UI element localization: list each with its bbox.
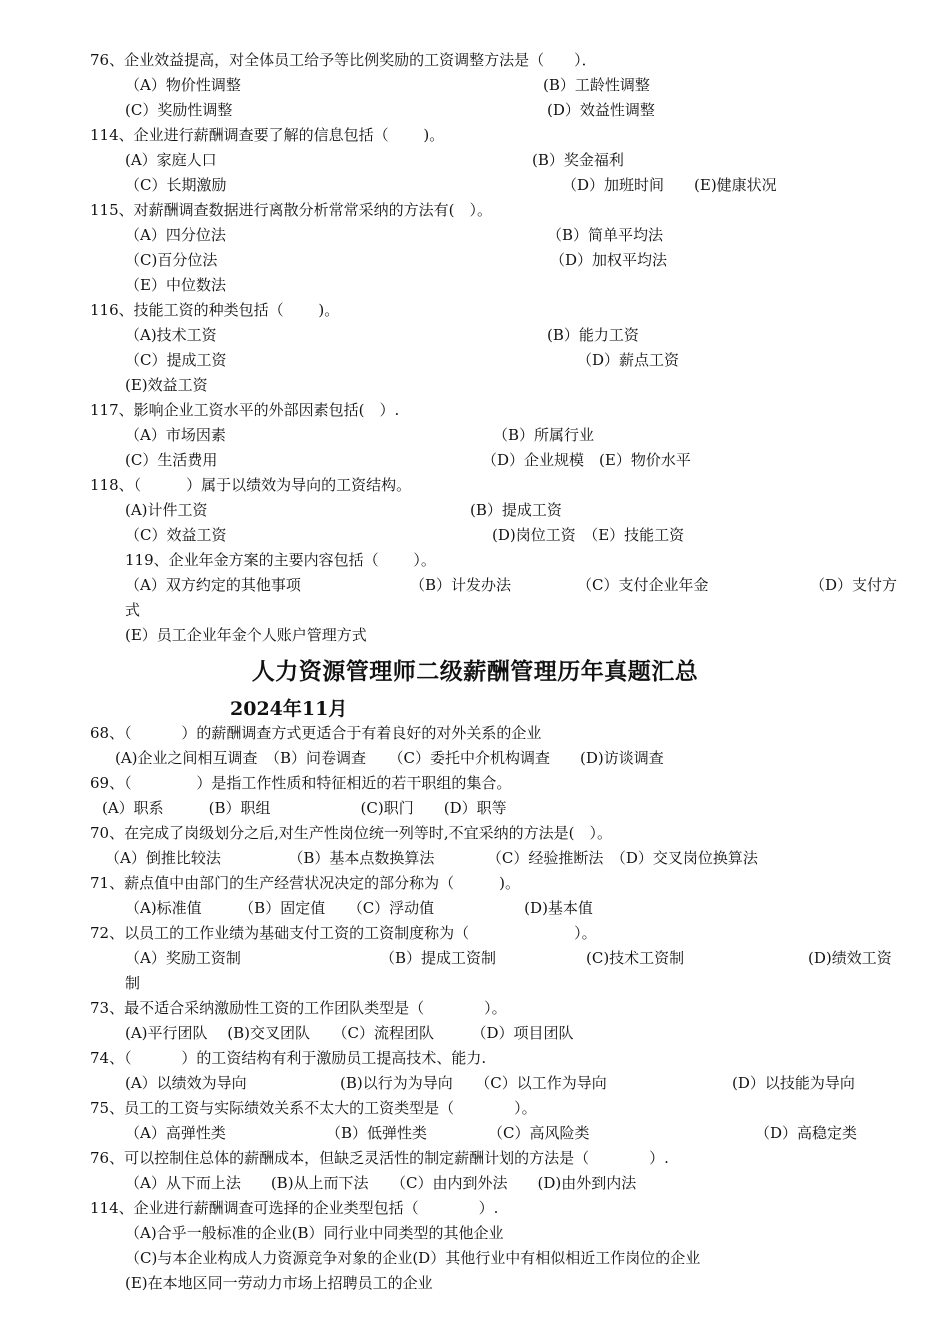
- text-line: (D)绩效工资: [808, 949, 892, 967]
- document-date: 2024年11月: [230, 698, 348, 720]
- text-line: （C)与本企业构成人力资源竞争对象的企业(D）其他行业中有相似相近工作岗位的企业: [125, 1249, 701, 1267]
- text-line: (A）以绩效为导向: [125, 1074, 247, 1092]
- text-line: （C）效益工资: [125, 526, 227, 544]
- text-line: (A）职系 (B）职组 (C)职门 (D）职等: [102, 799, 507, 817]
- text-line: (E)效益工资: [125, 376, 208, 394]
- text-line: (B）提成工资: [470, 501, 562, 519]
- text-line: 式: [125, 601, 141, 619]
- text-line: (D）以技能为导向: [732, 1074, 855, 1092]
- text-line: （D）支付方: [810, 576, 898, 594]
- text-line: （C）提成工资: [125, 351, 227, 369]
- text-line: （D）企业规模 (E）物价水平: [482, 451, 691, 469]
- text-line: （D）加权平均法: [550, 251, 668, 269]
- text-line: 117、影响企业工资水平的外部因素包括( ）.: [90, 401, 400, 419]
- text-line: （A)合乎一般标准的企业(B）同行业中同类型的其他企业: [125, 1224, 504, 1242]
- text-line: （A）四分位法: [125, 226, 226, 244]
- text-line: 115、对薪酬调查数据进行离散分析常常采纳的方法有( ）。: [90, 201, 492, 219]
- text-line: (B）能力工资: [547, 326, 639, 344]
- text-line: 74、（ ）的工资结构有利于激励员工提高技术、能力.: [90, 1049, 487, 1067]
- text-line: （A）倒推比较法 （B）基本点数换算法 （C）经验推断法 （D）交叉岗位换算法: [105, 849, 758, 867]
- text-line: (B）奖金福利: [532, 151, 624, 169]
- text-line: (B)以行为为导向 （C）以工作为导向: [340, 1074, 607, 1092]
- text-line: 116、技能工资的种类包括（ )。: [90, 301, 340, 319]
- text-line: （A）双方约定的其他事项: [125, 576, 301, 594]
- text-line: (A)企业之间相互调查 （B）问卷调查 （C）委托中介机构调查 (D)访谈调查: [115, 749, 664, 767]
- text-line: （E）中位数法: [125, 276, 226, 294]
- text-line: （B）提成工资制: [380, 949, 497, 967]
- text-line: 114、企业进行薪酬调查要了解的信息包括（ )。: [90, 126, 445, 144]
- text-line: （D）加班时间 (E)健康状况: [562, 176, 777, 194]
- text-line: 118、（ ）属于以绩效为导向的工资结构。: [90, 476, 412, 494]
- text-line: 71、薪点值中由部门的生产经营状况决定的部分称为（ )。: [90, 874, 520, 892]
- text-line: (E）员工企业年金个人账户管理方式: [125, 626, 367, 644]
- text-line: （B）所属行业: [493, 426, 595, 444]
- text-line: （B）计发办法: [410, 576, 512, 594]
- text-line: (D)岗位工资 （E）技能工资: [492, 526, 685, 544]
- text-line: （C)百分位法: [125, 251, 218, 269]
- text-line: （D）薪点工资: [577, 351, 680, 369]
- text-line: (C)技术工资制: [586, 949, 685, 967]
- text-line: (A)计件工资: [125, 501, 208, 519]
- text-line: 75、员工的工资与实际绩效关系不太大的工资类型是（ ）。: [90, 1099, 537, 1117]
- text-line: 72、以员工的工作业绩为基础支付工资的工资制度称为（ ）。: [90, 924, 597, 942]
- text-line: (A）家庭人口: [125, 151, 217, 169]
- text-line: 70、在完成了岗级划分之后,对生产性岗位统一列等时,不宜采纳的方法是( ）。: [90, 824, 612, 842]
- text-line: （B）简单平均法: [547, 226, 664, 244]
- text-line: （A)技术工资: [125, 326, 217, 344]
- text-line: (A)平行团队 (B)交叉团队 （C）流程团队 （D）项目团队: [125, 1024, 574, 1042]
- text-line: （A）奖励工资制: [125, 949, 241, 967]
- text-line: (B）工龄性调整: [543, 76, 650, 94]
- text-line: （A）市场因素: [125, 426, 226, 444]
- text-line: （A）物价性调整: [125, 76, 241, 94]
- text-line: 制: [125, 974, 141, 992]
- text-line: 119、企业年金方案的主要内容包括（ ）。: [125, 551, 436, 569]
- text-line: (D）效益性调整: [547, 101, 655, 119]
- text-line: (C）奖励性调整: [125, 101, 233, 119]
- text-line: 114、企业进行薪酬调查可选择的企业类型包括（ ）.: [90, 1199, 499, 1217]
- text-line: （C）支付企业年金: [577, 576, 709, 594]
- text-line: 76、可以控制住总体的薪酬成本，但缺乏灵活性的制定薪酬计划的方法是（ ）.: [90, 1149, 669, 1167]
- text-line: (E)在本地区同一劳动力市场上招聘员工的企业: [125, 1274, 433, 1292]
- text-line: （B）低弹性类: [326, 1124, 428, 1142]
- text-line: （C）高风险类: [488, 1124, 590, 1142]
- document-title: 人力资源管理师二级薪酬管理历年真题汇总: [251, 658, 699, 685]
- text-line: （A)标准值 （B）固定值 （C）浮动值 (D)基本值: [125, 899, 593, 917]
- text-line: （A）从下而上法 (B)从上而下法 （C）由内到外法 (D)由外到内法: [125, 1174, 637, 1192]
- text-line: （C）长期激励: [125, 176, 227, 194]
- text-line: （D）高稳定类: [755, 1124, 858, 1142]
- text-line: 68、（ ）的薪酬调查方式更适合于有着良好的对外关系的企业: [90, 724, 542, 742]
- text-line: (C）生活费用: [125, 451, 218, 469]
- text-line: 76、企业效益提高，对全体员工给予等比例奖励的工资调整方法是（ ）．: [90, 51, 597, 69]
- text-line: （A）高弹性类: [125, 1124, 226, 1142]
- text-line: 73、最不适合采纳激励性工资的工作团队类型是（ ）。: [90, 999, 507, 1017]
- text-line: 69、（ ）是指工作性质和特征相近的若干职组的集合。: [90, 774, 512, 792]
